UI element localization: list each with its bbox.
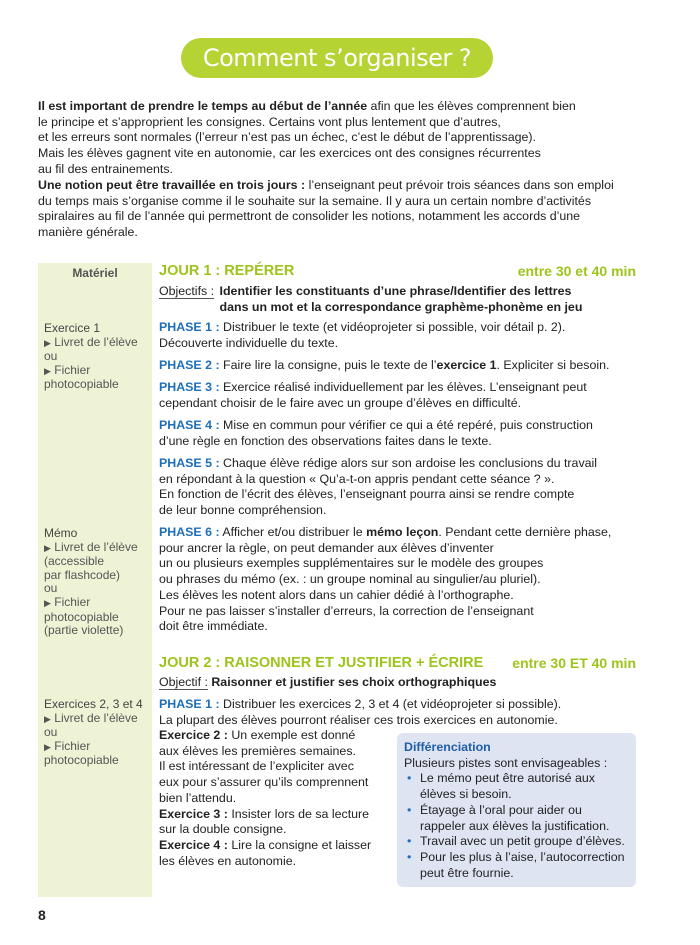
bullet-icon: • [407, 802, 412, 817]
exercise-text: Insister lors de sa lecture sur la double consigne. [159, 806, 370, 837]
day-2-exercises [159, 728, 394, 869]
triangle-icon: ▶ [44, 337, 51, 348]
exercise-label: Exercice 3 : [159, 806, 228, 821]
materials-item: Fichier photocopiable [44, 362, 119, 392]
differentiation-intro: Plusieurs pistes sont envisageables : [404, 755, 608, 770]
intro-paragraph-1 [38, 99, 658, 178]
exercise-text: Un exemple est donné aux élèves les premières semaines. Il est intéressant de l’expliciter avec eux pour s’assurer qu’ils comprennent bien l’attendu. [159, 728, 369, 805]
day-1-phase-3 [159, 380, 639, 411]
materials-item: Livret de l’élève [54, 710, 138, 725]
day-1-phase-2 [159, 358, 639, 374]
phase-label: PHASE 6 : [159, 525, 220, 539]
materials-title: Exercices 2, 3 et 4 [44, 697, 143, 711]
phase-text: Distribuer le texte (et vidéoprojeter si possible, voir détail p. 2). Découverte individuelle du texte. [159, 320, 566, 350]
bullet-icon: • [407, 849, 412, 864]
phase-bold: mémo leçon [366, 525, 439, 539]
differentiation-bullet [404, 803, 629, 834]
exercise-label: Exercice 2 : [159, 728, 228, 742]
objective-label: Objectif : [159, 675, 208, 689]
materials-or: ou [44, 725, 58, 740]
phase-label: PHASE 3 : [159, 380, 220, 394]
day-2-objective [159, 675, 639, 691]
day-1-phase-4 [159, 418, 639, 449]
intro-paragraph-2 [38, 178, 658, 241]
day-1-phase-1 [159, 320, 639, 351]
materials-item: Livret de l’élève (accessible par flashcode) [44, 539, 138, 582]
intro-bold-2: Une notion peut être travaillée en trois jours : [38, 178, 306, 192]
differentiation-title: Différenciation [404, 740, 491, 754]
objectives-label: Objectifs : [159, 284, 215, 298]
phase-label: PHASE 1 : [159, 697, 220, 711]
phase-label: PHASE 2 : [159, 358, 220, 372]
phase-label: PHASE 4 : [159, 418, 220, 432]
phase-text: Chaque élève rédige alors sur son ardoise les conclusions du travail en répondant à la question « Qu’a-t-on appris pendant cette séance ? ». En fonction de l’écrit des élèves, l’enseignant pourra ainsi se rendre compte de leur bonne compréhension. [159, 456, 598, 518]
bullet-icon: • [407, 834, 412, 849]
intro-text-1: afin que les élèves comprennent bien le principe et s’approprient les consignes. Certains vont plus lentement que d’autres, et les erreurs sont normales (l’erreur n’est pas un échec, c’est le début de l’apprentissage). Mais les élèves gagnent vite en autonomie, car les exercices ont des consignes récurrentes au fil des entrainements. [38, 99, 576, 176]
exercise-label: Exercice 4 : [159, 837, 228, 852]
phase-label: PHASE 1 : [159, 320, 220, 334]
phase-text: Mise en commun pour vérifier ce qui a été repéré, puis construction d’une règle en fonction des observations faites dans le texte. [159, 418, 593, 448]
triangle-icon: ▶ [44, 713, 51, 724]
day-2-phase-1 [159, 697, 639, 728]
day-2-duration: entre 30 ET 40 min [512, 655, 636, 671]
intro-bold-1: Il est important de prendre le temps au début de l’année [38, 99, 368, 113]
intro-text-2: l’enseignant peut prévoir trois séances dans son emploi du temps mais s’organise comme il le souhaite sur la semaine. Il y aura un certain nombre d’activités spiralaires au fil de l’année qui permettront de consolider les notions, notamment les accords d’une manière générale. [38, 178, 614, 240]
triangle-icon: ▶ [44, 542, 51, 553]
triangle-icon: ▶ [44, 365, 51, 376]
materials-item: Fichier photocopiable [44, 738, 119, 768]
phase-text: Faire lire la consigne, puis le texte de l’ [219, 358, 437, 372]
day-1-objectives [159, 284, 639, 315]
day-1-duration: entre 30 et 40 min [517, 263, 636, 279]
materials-header: Matériel [72, 266, 118, 280]
day-2-title: JOUR 2 : RAISONNER ET JUSTIFIER + ÉCRIRE [159, 655, 484, 671]
triangle-icon: ▶ [44, 597, 51, 608]
bullet-text: Pour les plus à l’aise, l’autocorrection peut être fournie. [420, 849, 625, 880]
objectives-text: Identifier les constituants d’une phrase/Identifier des lettres dans un mot et la correspondance graphème-phonème en jeu [219, 284, 583, 314]
materials-memo [44, 527, 150, 638]
differentiation-box [397, 733, 636, 887]
differentiation-bullet [404, 771, 629, 802]
materials-title: Mémo [44, 526, 78, 540]
phase-text: . Pendant cette dernière phase, pour ancrer la règle, on peut demander aux élèves d’inventer un ou plusieurs exemples supplémentaires sur le modèle des groupes ou phrases du mémo (ex. : un groupe nominal au singulier/au pluriel). Les élèves les notent alors dans un cahier dédié à l’orthographe. Pour ne pas laisser s’installer d’erreurs, la correction de l’enseignant doit être immédiate. [159, 525, 612, 634]
phase-text: Exercice réalisé individuellement par les élèves. L’enseignant peut cependant choisir de le faire avec un groupe d’élèves en difficulté. [159, 380, 587, 410]
materials-item: Livret de l’élève [54, 334, 138, 349]
materials-or: ou [44, 581, 58, 596]
differentiation-bullet [404, 834, 629, 850]
page-number: 8 [38, 907, 46, 923]
materials-exercise-1 [44, 322, 150, 392]
phase-text: . Expliciter si besoin. [496, 358, 610, 372]
bullet-text: Le mémo peut être autorisé aux élèves si besoin. [420, 771, 595, 802]
materials-exercises-2-3-4 [44, 698, 150, 768]
bullet-text: Travail avec un petit groupe d’élèves. [420, 834, 625, 849]
phase-text: Afficher et/ou distribuer le [219, 525, 367, 539]
exercise-text: Lire la consigne et laisser les élèves en autonomie. [159, 837, 372, 868]
day-1-phase-6 [159, 525, 639, 635]
materials-title: Exercice 1 [44, 321, 101, 335]
phase-text: Distribuer les exercices 2, 3 et 4 (et vidéoprojeter si possible). La plupart des élèves pourront réaliser ces trois exercices en autonomie. [159, 697, 562, 727]
triangle-icon: ▶ [44, 741, 51, 752]
bullet-icon: • [407, 771, 412, 786]
phase-bold: exercice 1 [436, 358, 497, 372]
day-1-phase-5 [159, 456, 639, 519]
bullet-text: Étayage à l’oral pour aider ou rappeler aux élèves la justification. [420, 802, 610, 833]
phase-label: PHASE 5 : [159, 456, 220, 470]
materials-or: ou [44, 349, 58, 364]
day-1-title: JOUR 1 : REPÉRER [159, 263, 295, 279]
materials-item: Fichier photocopiable (partie violette) [44, 594, 124, 638]
page-title: Comment s’organiser ? [181, 38, 493, 78]
differentiation-bullet [404, 850, 629, 881]
objective-text: Raisonner et justifier ses choix orthographiques [211, 675, 497, 689]
